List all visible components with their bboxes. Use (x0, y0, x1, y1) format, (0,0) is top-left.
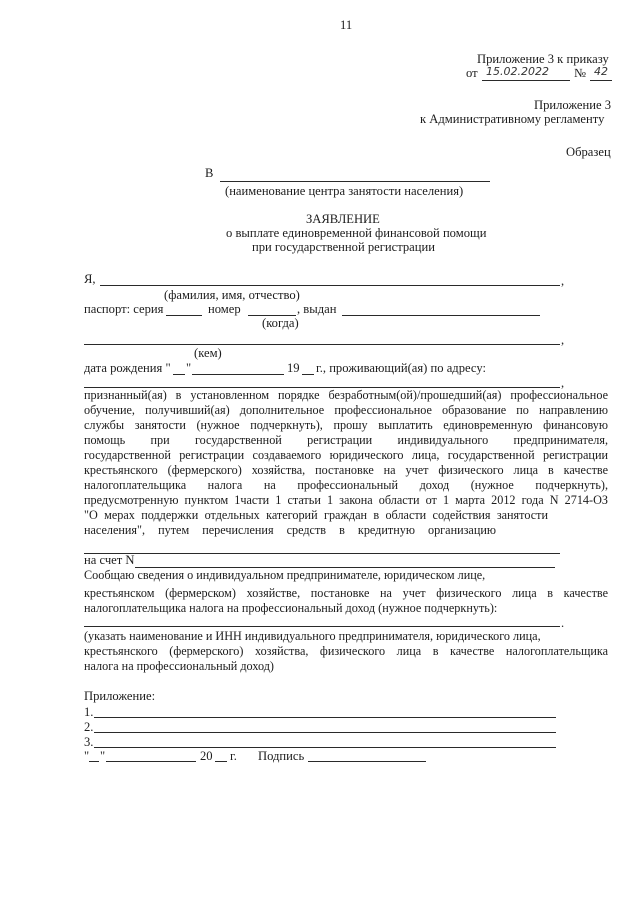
order-number-label: № (574, 66, 587, 80)
birth-month-field (192, 374, 284, 375)
caption-by: (кем) (194, 346, 222, 360)
footer-day-field (89, 761, 99, 762)
passport-series-label: паспорт: серия (84, 302, 164, 316)
footer-year-field (215, 761, 227, 762)
footer-year-suffix: г. (230, 749, 237, 763)
sample-label: Образец (566, 145, 611, 159)
order-date: 15.02.2022 (486, 65, 549, 78)
comma: , (561, 274, 565, 288)
document-subtitle-2: при государственной регистрации (252, 240, 435, 254)
order-appendix-line: Приложение 3 к приказу (477, 52, 609, 66)
applicant-name-field (100, 285, 560, 286)
birth-year-field (302, 374, 314, 375)
bank-name-field (84, 553, 560, 554)
caption-full-name: (фамилия, имя, отчество) (164, 288, 300, 302)
footer-month-field (106, 761, 196, 762)
passport-series-field (166, 315, 202, 316)
passport-issued-label: , выдан (297, 302, 337, 316)
applicant-prefix: Я, (84, 272, 96, 286)
quote-mark: " (100, 749, 106, 763)
comma: , (561, 376, 565, 390)
body-line-6: крестьянского (фермерского) хозяйства, постановке на учет физического лица в качестве (84, 463, 608, 477)
caption-when: (когда) (262, 316, 299, 330)
attachment-field-2 (94, 732, 556, 733)
inform-line-2: крестьянском (фермерском) хозяйстве, постановке на учет физического лица в качестве (84, 586, 608, 600)
inform-line-1: Сообщаю сведения о индивидуальном предпринимателе, юридическом лице, (84, 568, 486, 582)
attachment-label: Приложение: (84, 689, 156, 703)
order-number: 42 (594, 65, 608, 78)
regulation-line-1: Приложение 3 (534, 98, 612, 112)
footer-year-prefix: 20 (200, 749, 213, 763)
body-line-2: обучение, получивший(ая) дополнительное профессиональное образование по направлению (84, 403, 608, 417)
specify-line-1: (указать наименование и ИНН индивидуального предпринимателя, юридического лица, (84, 629, 541, 643)
recipient-field (220, 181, 490, 182)
inform-line-3: налогоплательщика налога на профессиональный доход (нужное подчеркнуть): (84, 601, 498, 615)
attachment-field-1 (94, 717, 556, 718)
comma: , (561, 333, 565, 347)
regulation-line-2: к Административному регламенту (420, 112, 605, 126)
attachment-item-1: 1. (84, 705, 94, 719)
body-line-4: помощь при государственной регистрации индивидуального предпринимателя, (84, 433, 608, 447)
birth-day-field (173, 374, 185, 375)
document-title: ЗАЯВЛЕНИЕ (306, 212, 380, 226)
footer-date-prefix: " (84, 749, 90, 763)
body-line-10: населения", путем перечисления средств в кредитную организацию (84, 523, 496, 537)
details-field (84, 626, 560, 627)
recipient-prefix: В (205, 166, 214, 180)
passport-issued-date-field (342, 315, 540, 316)
attachment-item-3: 3. (84, 735, 94, 749)
signature-field (308, 761, 426, 762)
passport-issued-by-field (84, 344, 560, 345)
passport-number-label: номер (208, 302, 241, 316)
signature-label: Подпись (258, 749, 305, 763)
body-line-7: налогоплательщика налога на профессиональный доход (нужное подчеркнуть), (84, 478, 608, 492)
body-line-1: признанный(ая) в установленном порядке безработным(ой)/прошедший(ая) профессиональное (84, 388, 608, 402)
order-number-line (590, 80, 612, 81)
attachment-item-2: 2. (84, 720, 94, 734)
birth-year-prefix: 19 (287, 361, 300, 375)
birth-suffix: г., проживающий(ая) по адресу: (316, 361, 486, 375)
body-line-5: государственной регистрации создаваемого юридического лица, государственной регистрации (84, 448, 608, 462)
recipient-caption: (наименование центра занятости населения) (225, 184, 464, 198)
order-date-line (482, 80, 570, 81)
birth-date-prefix: дата рождения " (84, 361, 171, 375)
specify-line-2: крестьянского (фермерского) хозяйства, физического лица в качестве налогоплательщика (84, 644, 608, 658)
specify-line-3: налога на профессиональный доход) (84, 659, 274, 673)
order-from-label: от (466, 66, 478, 80)
quote-mark: " (186, 361, 192, 375)
account-label: на счет N (84, 553, 135, 567)
body-line-3: службы занятости (нужное подчеркнуть), прошу выплатить единовременную финансовую (84, 418, 608, 432)
body-line-8: предусмотренную пунктом 1части 1 статьи 1 закона области от 1 марта 2012 года N 2714-ОЗ (84, 493, 608, 507)
document-subtitle-1: о выплате единовременной финансовой помощи (226, 226, 487, 240)
body-line-9: "О мерах поддержки отдельных категорий граждан в области содействия занятости (84, 508, 548, 522)
period: . (561, 616, 565, 630)
attachment-field-3 (94, 747, 556, 748)
page-number: 11 (340, 18, 353, 32)
